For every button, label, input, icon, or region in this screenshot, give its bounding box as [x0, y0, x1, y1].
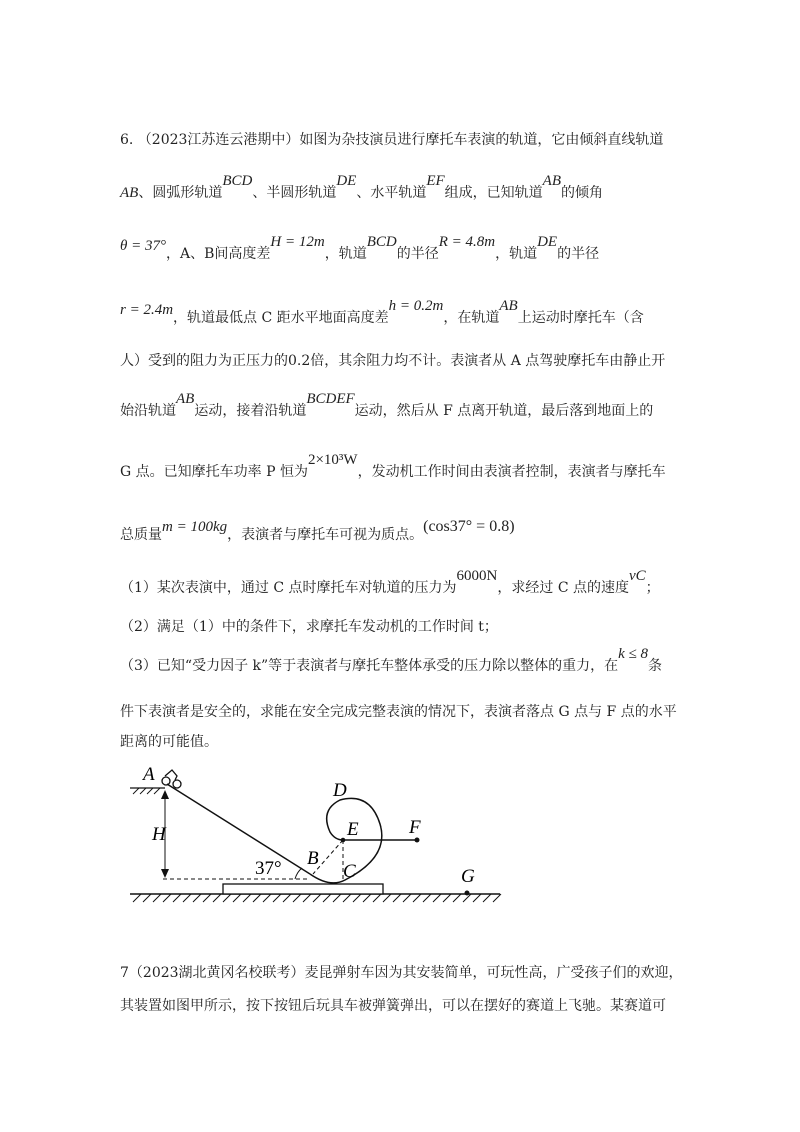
math-mass: m = 100kg	[162, 519, 228, 535]
label-d: D	[333, 780, 347, 801]
math-cos: (cos37° = 0.8)	[423, 518, 515, 535]
math-ab: AB	[176, 391, 195, 407]
label-g: G	[461, 866, 475, 887]
problem6-line5: 人）受到的阻力为正压力的0.2倍，其余阻力均不计。表演者从 A 点驾驶摩托车由静止开	[120, 353, 666, 369]
question-1	[120, 568, 660, 596]
text: 运动，接着沿轨道	[194, 403, 307, 419]
math-de: DE	[336, 173, 357, 189]
math-force: 6000N	[456, 568, 498, 584]
text: ，发动机工作时间由表演者控制，表演者与摩托车	[357, 464, 666, 480]
text: 条	[648, 658, 663, 674]
text: ，A、B间高度差	[166, 246, 271, 262]
question-2: （2）满足（1）中的条件下，求摩托车发动机的工作时间 t；	[120, 619, 498, 635]
text: 、圆弧形轨道	[138, 185, 223, 201]
text: （1）某次表演中，通过 C 点时摩托车对轨道的压力为	[120, 580, 457, 596]
label-c: C	[343, 861, 356, 882]
math-ab: AB	[120, 185, 139, 201]
problem7-line1: 7（2023湖北黄冈名校联考）麦昆弹射车因为其安装简单，可玩性高，广受孩子们的欢迎，	[120, 965, 683, 981]
text: 上运动时摩托车（含	[517, 310, 644, 326]
math-ab: AB	[542, 173, 561, 189]
math-bcd: BCD	[222, 173, 253, 189]
math-H: H = 12m	[270, 234, 325, 250]
problem6-line7	[120, 452, 666, 480]
text: ，在轨道	[443, 310, 500, 326]
text: 始沿轨道	[120, 403, 176, 419]
math-h: h = 0.2m	[388, 298, 444, 314]
problem6-line4	[120, 298, 644, 326]
text: ，轨道	[495, 246, 538, 262]
label-b: B	[307, 848, 319, 869]
math-bcd: BCD	[366, 234, 397, 250]
label-h: H	[152, 824, 166, 845]
problem6-line1: 6. （2023江苏连云港期中）如图为杂技演员进行摩托车表演的轨道，它由倾斜直线轨道	[120, 132, 664, 148]
text: 、半圆形轨道	[252, 185, 337, 201]
label-f: F	[409, 817, 421, 838]
label-angle: 37°	[255, 858, 282, 879]
math-R: R = 4.8m	[438, 234, 496, 250]
text: 运动，然后从 F 点离开轨道，最后落到地面上的	[354, 403, 654, 419]
text: 、水平轨道	[356, 185, 427, 201]
text: 的倾角	[560, 185, 603, 201]
text: 组成，已知轨道	[444, 185, 543, 201]
question-3-cont2: 距离的可能值。	[120, 734, 218, 750]
text: G 点。已知摩托车功率 P 恒为	[120, 464, 308, 480]
text: （3）已知“受力因子 k”等于表演者与摩托车整体承受的压力除以整体的重力，在	[120, 658, 619, 674]
problem7-line2: 其装置如图甲所示，按下按钮后玩具车被弹簧弹出，可以在摆好的赛道上飞驰。某赛道可	[120, 998, 666, 1014]
track-diagram	[125, 762, 505, 912]
problem6-line6	[120, 391, 654, 419]
text: ，轨道	[324, 246, 367, 262]
label-e: E	[347, 819, 359, 840]
text: 的半径	[557, 246, 600, 262]
math-power: 2×10³W	[307, 452, 358, 468]
problem6-line8	[120, 518, 515, 543]
text: ，求经过 C 点的速度	[497, 580, 629, 596]
text: ，表演者与摩托车可视为质点。	[227, 527, 424, 543]
text: ，轨道最低点 C 距水平地面高度差	[173, 310, 389, 326]
problem6-line2	[120, 173, 603, 201]
math-bcdef: BCDEF	[306, 391, 355, 407]
question-3	[120, 646, 663, 674]
math-ab: AB	[499, 298, 518, 314]
text: 总质量	[120, 527, 162, 543]
math-r: r = 2.4m	[120, 302, 174, 318]
question-3-cont: 件下表演者是安全的，求能在安全完成完整表演的情况下，表演者落点 G 点与 F 点的水平	[120, 704, 677, 720]
math-de: DE	[537, 234, 558, 250]
text: 的半径	[396, 246, 439, 262]
math-k: k ≤ 8	[618, 646, 649, 662]
text: ；	[645, 580, 660, 596]
math-ef: EF	[426, 173, 445, 189]
math-theta: θ = 37°	[120, 238, 166, 254]
math-vc: vC	[629, 568, 646, 584]
problem6-line3	[120, 234, 600, 262]
label-a: A	[143, 764, 155, 785]
